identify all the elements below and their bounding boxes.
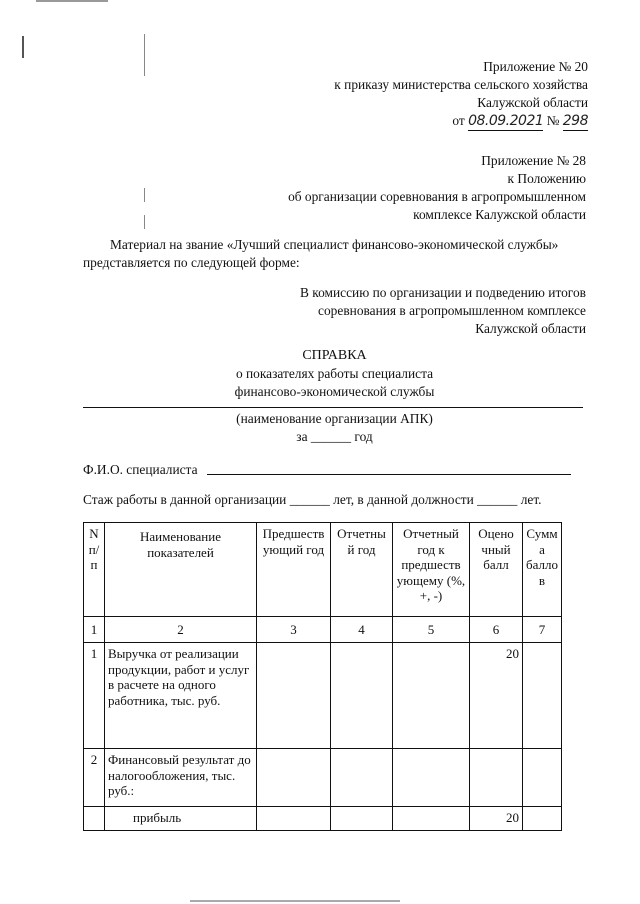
appendix2-title-1: об организации соревнования в агропромышленном [288,189,586,204]
certificate-title [83,347,586,401]
scan-mark-dots-1 [144,34,145,76]
regulation-appendix [166,152,586,224]
table-numbers-row [84,617,562,643]
order-appendix [188,58,588,131]
row-prev-year [257,643,331,749]
period-year: год [354,429,373,444]
title-sub-2: финансово-экономической службы [234,384,435,399]
row-sum [523,643,562,749]
row-ratio [393,643,470,749]
header-prev-year: Предшеств ующий год [257,523,331,617]
intro-line-2: представляется по следующей форме: [83,255,300,270]
order-title: к приказу министерства сельского хозяйства [334,77,588,92]
experience-line [83,491,583,509]
scan-mark-dots-3 [144,215,145,229]
col-number-4: 4 [331,617,393,643]
col-number-5: 5 [393,617,470,643]
row-indicator: Выручка от реализации продукции, работ и услуг в расчете на одного работника, тыс. руб. [105,643,257,749]
row-score: 20 [470,643,523,749]
scan-mark-left [22,36,24,58]
row-indicator: Финансовый результат до налогообложения, тыс. руб.: [105,749,257,807]
row-prev-year [257,807,331,831]
scan-mark-top [36,0,108,2]
org-caption: (наименование организации АПК) [236,411,433,426]
row-report-year [331,643,393,749]
experience-years: лет. [520,492,542,507]
appendix2-title-2: комплексе Калужской области [413,207,586,222]
experience-position-label: лет, в данной должности [333,492,474,507]
fio-underline [207,474,571,475]
order-number: 298 [562,113,588,129]
col-number-7: 7 [523,617,562,643]
header-indicators: Наименование показателей [105,523,257,617]
col-number-1: 1 [84,617,105,643]
row-number [84,807,105,831]
org-name-line [83,407,583,408]
row-sum [523,749,562,807]
period-for: за [296,429,308,444]
row-report-year [331,749,393,807]
title-main: СПРАВКА [302,348,367,363]
row-sum [523,807,562,831]
scan-mark-bottom [190,900,400,902]
from-label: от [452,113,465,128]
row-score: 20 [470,807,523,831]
row-score [470,749,523,807]
org-block [83,410,586,446]
experience-position-blank: ______ [477,492,518,507]
row-number: 2 [84,749,105,807]
row-ratio [393,749,470,807]
scan-mark-dots-2 [144,188,145,202]
header-score: Оцено чный балл [470,523,523,617]
appendix-number: Приложение № 20 [483,59,588,74]
row-number: 1 [84,643,105,749]
order-date: 08.09.2021 [468,113,544,129]
header-ratio: Отчетный год к предшеств ующему (%, +, -) [393,523,470,617]
row-ratio [393,807,470,831]
row-report-year [331,807,393,831]
col-number-2: 2 [105,617,257,643]
indicators-table [83,522,562,831]
header-number: N п/п [84,523,105,617]
table-row [84,749,562,807]
table-header-row [84,523,562,617]
col-number-6: 6 [470,617,523,643]
addressee-line-3: Калужской области [475,321,586,336]
experience-org-blank: ______ [289,492,330,507]
order-region: Калужской области [477,95,588,110]
fio-line [83,461,573,479]
appendix2-number: Приложение № 28 [481,153,586,168]
row-indicator: прибыль [105,807,257,831]
fio-label: Ф.И.О. специалиста [83,462,198,477]
addressee-line-2: соревнования в агропромышленном комплексе [318,303,586,318]
row-prev-year [257,749,331,807]
intro-line-1: Материал на звание «Лучший специалист финансово-экономической службы» [110,237,559,252]
header-report-year: Отчетны й год [331,523,393,617]
experience-org-label: Стаж работы в данной организации [83,492,287,507]
order-date-line [188,112,588,131]
period-blank: ______ [310,429,352,444]
col-number-3: 3 [257,617,331,643]
table-row [84,807,562,831]
period-line [83,428,586,446]
table-row [84,643,562,749]
appendix2-ref: к Положению [507,171,586,186]
number-label: № [546,113,560,128]
addressee [186,284,586,338]
title-sub-1: о показателях работы специалиста [235,366,434,381]
header-sum: Сумм а балло в [523,523,562,617]
intro-text [83,236,593,272]
addressee-line-1: В комиссию по организации и подведению итогов [299,285,586,300]
